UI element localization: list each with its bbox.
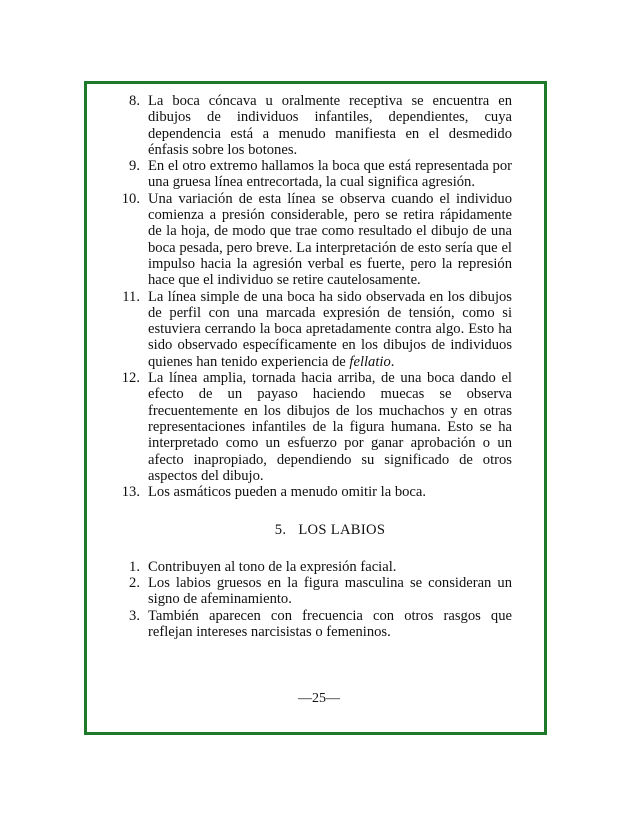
item-text: En el otro extremo hallamos la boca que está representada por una gruesa línea entrecortada, la cual significa agresión. — [148, 158, 512, 191]
list-item-8 — [114, 93, 512, 158]
item-text: La línea amplia, tornada hacia arriba, de una boca dando el efecto de un payaso haciendo muecas se observa frecuentemente en los dibujos de los muchachos y en otras representaciones infantiles de la figura humana. Esto se ha interpretado como un esfuerzo por ganar aprobación o un afecto inapropiado, dependiendo su significado de otros aspectos del dibujo. — [148, 370, 512, 484]
page-number: —25— — [298, 691, 340, 706]
labios-item-1 — [114, 559, 512, 575]
page-content — [114, 93, 512, 640]
item-number: 9. — [129, 158, 140, 175]
item-number: 10. — [121, 190, 140, 207]
italic-term: fellatio — [349, 353, 391, 370]
item-text: La boca cóncava u oralmente receptiva se encuentra en dibujos de individuos infantiles, dependientes, cuya dependencia está a menudo manifiesta en el desmedido énfasis sobre los botones. — [148, 93, 512, 158]
labios-item-2 — [114, 575, 512, 608]
item-text: Contribuyen al tono de la expresión facial. — [148, 558, 397, 575]
list-item-9 — [114, 158, 512, 191]
item-number: 13. — [121, 484, 140, 501]
item-number: 12. — [121, 370, 140, 387]
list-item-10 — [114, 191, 512, 289]
item-number: 3. — [129, 607, 140, 624]
item-number: 11. — [122, 288, 140, 305]
item-text: Los asmáticos pueden a menudo omitir la boca. — [148, 484, 427, 501]
item-number: 2. — [129, 575, 140, 592]
item-text: Una variación de esta línea se observa cuando el individuo comienza a presión considerable, pero se retira rápidamente de la hoja, de modo que trae como resultado el dibujo de una boca pesada, pero breve. La interpretación de esto sería que el impulso hacia la agresión verbal es fuerte, pero la represión hace que el individuo se retire cautelosamente. — [148, 190, 512, 289]
item-number: 8. — [129, 93, 140, 109]
item-text — [148, 289, 512, 370]
section-number: 5. — [274, 522, 287, 539]
section-heading — [114, 522, 512, 538]
section-title: LOS LABIOS — [298, 522, 386, 539]
list-item-12 — [114, 370, 512, 484]
labios-item-3 — [114, 608, 512, 641]
item-text: También aparecen con frecuencia con otros rasgos que reflejan intereses narcisistas o femeninos. — [148, 607, 512, 640]
item-number: 1. — [129, 558, 140, 575]
item-text-after: . — [390, 353, 395, 370]
item-text: Los labios gruesos en la figura masculina se consideran un signo de afeminamiento. — [148, 575, 512, 608]
list-item-13 — [114, 484, 512, 500]
item-text-before: La línea simple de una boca ha sido observada en los dibujos de perfil con una marcada expresión de tensión, como si estuviera cerrando la boca apretadamente contra algo. Esto ha sido observado específicamente en los dibujos de individuos quienes han tenido experiencia de — [148, 288, 512, 370]
list-item-11 — [114, 289, 512, 370]
